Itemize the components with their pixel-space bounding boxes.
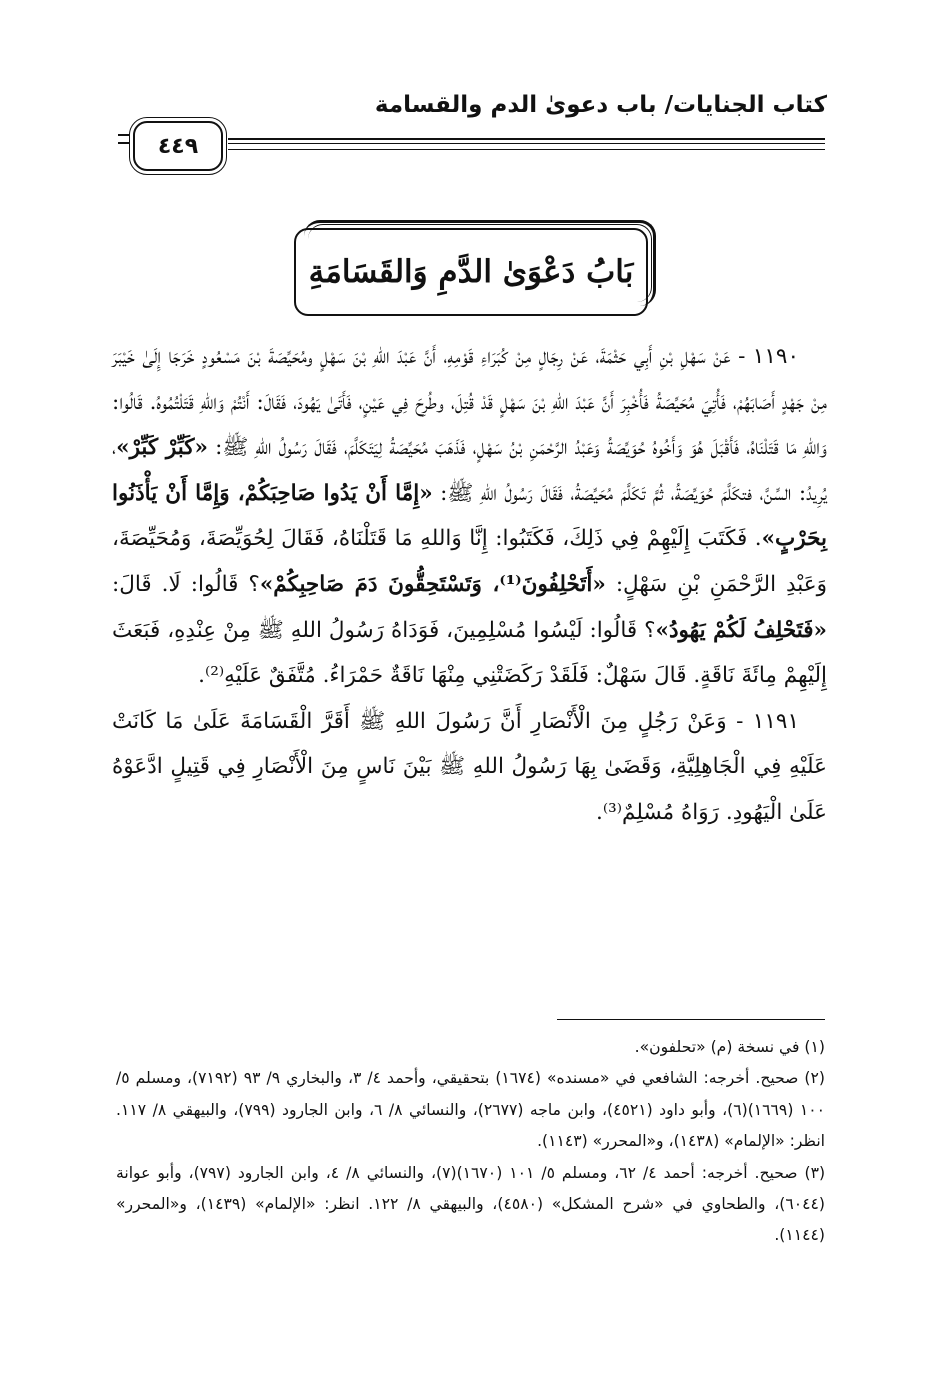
footnote-3: (٣) صحيح. أخرجه: أحمد ٤/ ٦٢، ومسلم ٥/ ١٠١ (١٦٧٠)(٧)، والنسائي ٨/ ٤، وابن الجارود (٧٩٧)، وأبو عوانة (٦٠٤٤)، والطحاوي في «شرح المشكل» (٤٥٨٠)، والبيهقي ٨/ ١٢٢. انظر: «الإلمام» (١٤٣٩)، و«المحرر» (١١٤٤). — [116, 1163, 826, 1245]
hadith-1190 — [112, 334, 827, 699]
hadith-1191: ١١٩١ - وَعَنْ رَجُلٍ مِنَ الْأَنْصَارِ أَنَّ رَسُولَ اللهِ ﷺ أَقَرَّ الْقَسَامَةَ عَلَىٰ مَا كَانَتْ عَلَيْهِ فِي الْجَاهِلِيَّةِ، وَقَضَىٰ بِهَا رَسُولُ اللهِ ﷺ بَيْنَ نَاسٍ مِنَ الْأَنْصَارِ فِي قَتِيلٍ ادَّعَوْهُ عَلَىٰ الْيَهُودِ. رَوَاهُ مُسْلِمٌ⁽³⁾. — [112, 708, 827, 825]
hadith-1190-quote-4: «فَتَحْلِفُ لَكُمْ يَهُودُ» — [655, 617, 827, 643]
chapter-title-frame — [294, 228, 648, 316]
main-text — [112, 334, 827, 836]
hadith-1190-text-2: ، يُرِيدُ: السِّنَّ، فتكَلَّمَ حُوَيِّصَةُ، ثُمَّ تَكَلَّمَ مُحَيِّصَةُ، فَقَالَ رَسُولُ اللهِ ﷺ: — [112, 435, 827, 506]
running-head: كتاب الجنايات/ باب دعوىٰ الدم والقسامة — [374, 92, 827, 118]
footnote-1: (١) في نسخة (م) «تحلفون». — [634, 1038, 825, 1056]
hadith-1190-intro: ١١٩٠ - عَنْ سَهْلِ بْنِ أَبِي حَثْمَةَ، عَنْ رِجَالٍ مِنْ كُبَرَاءِ قَوْمِهِ، أَنَّ عَبْدَ اللهِ بْنَ سَهْلٍ ومُحَيِّصَةَ بْنَ مَسْعُودٍ خَرَجَا إِلَىٰ خَيْبَرَ مِنْ جَهْدٍ أَصَابَهُمْ، فَأُتِيَ مُحَيِّصَةُ فَأُخْبِرَ أَنَّ عَبْدَ اللهِ بْنَ سَهْلٍ قَدْ قُتِلَ، وطُرِحَ فِي عَيْنٍ، فَأَتَىٰ يَهُودَ، فَقَالَ: أَنْتُمْ وَاللهِ قَتَلْتُمُوهُ. قَالُوا: وَاللهِ مَا قَتَلْنَاهُ، فَأَقْبَلَ هُوَ وَأَخُوهُ حُوَيِّصَةُ وَعَبْدُ الرَّحْمَنِ بْنُ سَهْلٍ، فَذَهَبَ مُحَيِّصَةُ لِيَتَكَلَّمَ، فَقَالَ رَسُولُ اللهِ ﷺ: — [112, 344, 827, 461]
hadith-1190-text-4: ؟ قَالُوا: لَا. قَالَ: — [112, 571, 260, 597]
footnotes — [116, 1032, 825, 1252]
hadith-1190-text-5: ؟ قَالُوا: لَيْسُوا مُسْلِمِينَ، فَوَدَاهُ رَسُولُ اللهِ ﷺ مِنْ عِنْدِهِ، فَبَعَثَ إِلَيْهِمْ مِائَةَ نَاقَةٍ. قَالَ سَهْلٌ: فَلَقَدْ رَكَضَتْنِي مِنْهَا نَاقَةٌ حَمْرَاءُ. مُتَّفَقٌ عَلَيْهِ⁽²⁾. — [112, 617, 827, 689]
hadith-1190-text-3: . فَكَتَبَ إِلَيْهِمْ فِي ذَلِكَ، فَكَتَبُوا: إِنَّا وَاللهِ مَا قَتَلْنَاهُ، فَقَالَ لِحُوَيِّصَةَ، وَمُحَيِّصَةَ، وَعَبْدِ الرَّحْمَنِ بْنِ سَهْلٍ: — [112, 526, 827, 597]
hadith-1190-quote-1: «كَبِّرْ كَبِّرْ» — [116, 435, 208, 461]
page-number: ٤٤٩ — [133, 121, 223, 171]
header-rule-thin — [228, 149, 825, 150]
footnote-2: (٢) صحيح. أخرجه: الشافعي في «مسنده» (١٦٧٤) بتحقيقي، وأحمد ٤/ ٣، والبخاري ٩/ ٩٣ (٧١٩٢)، ومسلم ٥/ ١٠٠ (١٦٦٩)(٦)، وأبو داود (٤٥٢١)، وابن ماجه (٢٦٧٧)، والنسائي ٨/ ٦، وابن الجارود (٧٩٩)، والبيهقي ٨/ ١١٧. انظر: «الإلمام» (١٤٣٨)، و«المحرر» (١١٤٣). — [116, 1069, 825, 1151]
footnote-rule — [557, 1019, 825, 1020]
hadith-1190-quote-2: «إِمَّا أَنْ يَدُوا صَاحِبَكُمْ، وَإِمَّا أَنْ يَأْذَنُوا بِحَرْبٍ» — [112, 480, 827, 552]
hadith-1190-quote-3: «أَتَحْلِفُونَ⁽¹⁾، وَتَسْتَحِقُّونَ دَمَ صَاحِبِكُمْ» — [259, 571, 606, 597]
header-rule — [228, 138, 825, 144]
chapter-title: بَابُ دَعْوَىٰ الدَّمِ وَالقَسَامَةِ — [308, 254, 634, 290]
